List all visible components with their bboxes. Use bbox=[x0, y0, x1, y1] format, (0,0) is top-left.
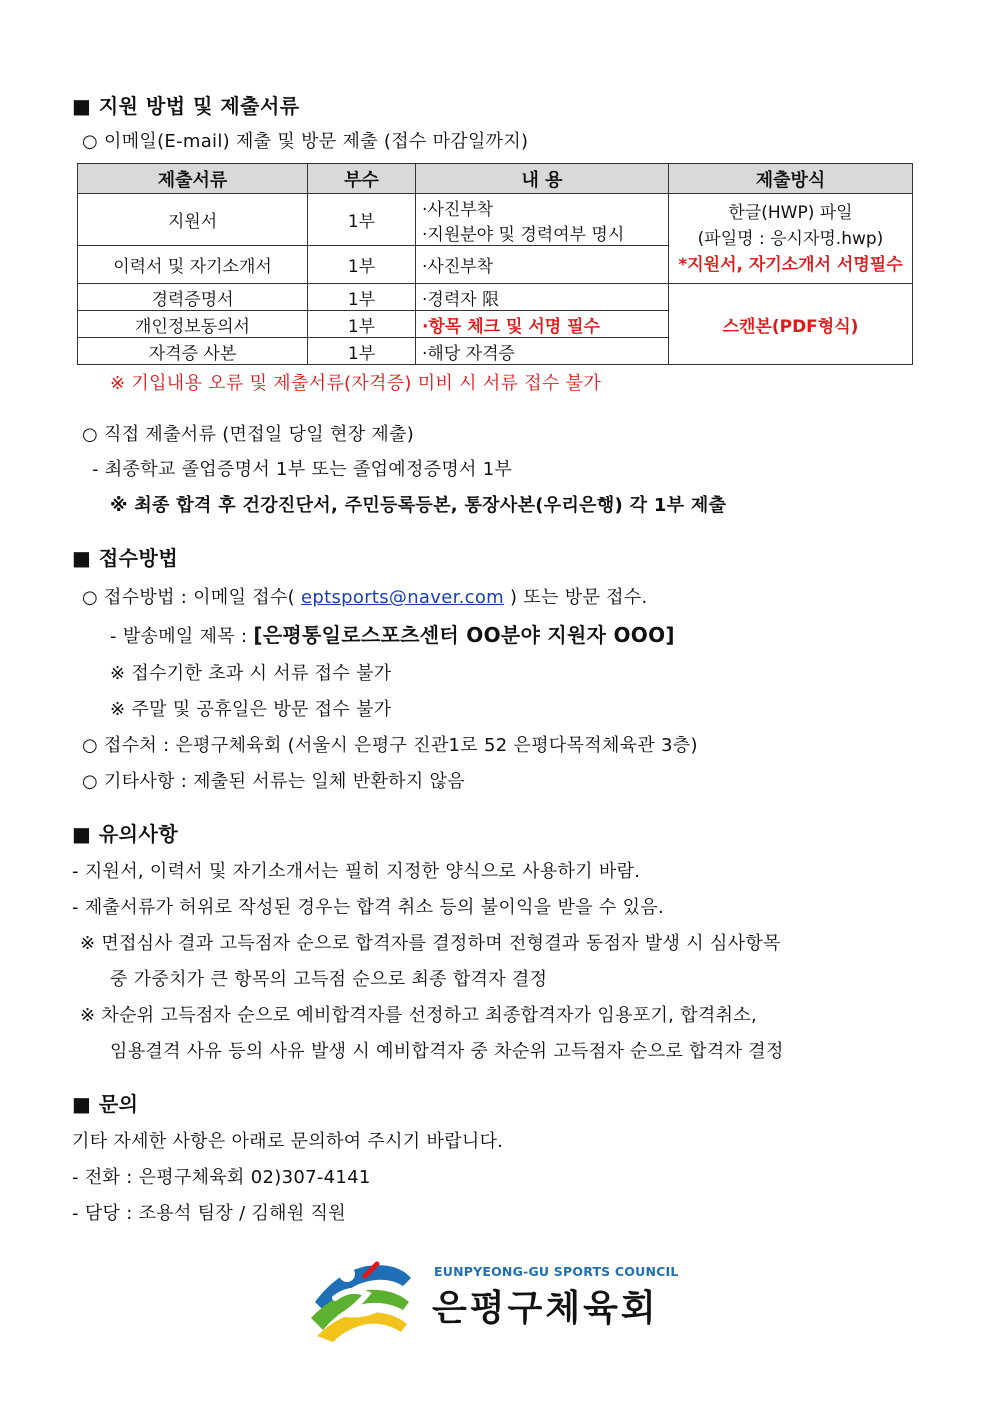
mail-subject-format: [은평통일로스포츠센터 OO분야 지원자 OOO] bbox=[253, 623, 675, 647]
header-count: 부수 bbox=[308, 164, 416, 194]
table-note: ※ 기입내용 오류 및 제출서류(자격증) 미비 시 서류 접수 불가 bbox=[110, 373, 602, 394]
council-emblem-icon bbox=[307, 1252, 417, 1342]
reception-method-suffix: ) 또는 방문 접수. bbox=[510, 587, 648, 608]
method-cell-hwp bbox=[669, 194, 913, 284]
content-cell: ·항목 체크 및 서명 필수 bbox=[416, 311, 669, 338]
method-signature-note: *지원서, 자기소개서 서명필수 bbox=[678, 254, 903, 275]
weekend-note: ※ 주말 및 공휴일은 방문 접수 불가 bbox=[110, 699, 392, 720]
other-matters-line: ○ 기타사항 : 제출된 서류는 일체 반환하지 않음 bbox=[82, 771, 465, 792]
table-row bbox=[78, 194, 913, 246]
notes-line: ※ 면접심사 결과 고득점자 순으로 합격자를 결정하며 전형결과 동점자 발생 시 심사항목 bbox=[80, 933, 781, 954]
phone-line: - 전화 : 은평구체육회 02)307-4141 bbox=[72, 1167, 371, 1188]
count-cell: 1부 bbox=[308, 246, 416, 284]
section-title-notes: ■ 유의사항 bbox=[72, 822, 179, 846]
section-title-reception: ■ 접수방법 bbox=[72, 546, 179, 570]
content-cell: ·해당 자격증 bbox=[416, 338, 669, 365]
table-header-row bbox=[78, 164, 913, 194]
direct-submission-line: ○ 직접 제출서류 (면접일 당일 현장 제출) bbox=[82, 424, 415, 445]
reception-place-line: ○ 접수처 : 은평구체육회 (서울시 은평구 진관1로 52 은평다목적체육관 3층) bbox=[82, 735, 698, 756]
notes-line: ※ 차순위 고득점자 순으로 예비합격자를 선정하고 최종합격자가 임용포기, 합격취소, bbox=[80, 1005, 757, 1026]
email-link[interactable]: eptsports@naver.com bbox=[301, 587, 505, 608]
inquiry-line: 기타 자세한 사항은 아래로 문의하여 주시기 바랍니다. bbox=[72, 1131, 504, 1152]
doc-cell: 개인정보동의서 bbox=[78, 311, 308, 338]
method-line: (파일명 : 응시자명.hwp) bbox=[697, 228, 884, 249]
section-title-application: ■ 지원 방법 및 제출서류 bbox=[72, 94, 300, 118]
count-cell: 1부 bbox=[308, 311, 416, 338]
content-cell bbox=[416, 194, 669, 246]
count-cell: 1부 bbox=[308, 338, 416, 365]
deadline-note: ※ 접수기한 초과 시 서류 접수 불가 bbox=[110, 663, 392, 684]
content-cell: ·사진부착 bbox=[416, 246, 669, 284]
submission-method-line: ○ 이메일(E-mail) 제출 및 방문 제출 (접수 마감일까지) bbox=[82, 131, 529, 152]
header-content: 내 용 bbox=[416, 164, 669, 194]
mail-subject-label: - 발송메일 제목 : bbox=[110, 626, 254, 647]
count-cell: 1부 bbox=[308, 284, 416, 311]
direct-submission-item: - 최종학교 졸업증명서 1부 또는 졸업예정증명서 1부 bbox=[92, 459, 513, 480]
count-cell: 1부 bbox=[308, 194, 416, 246]
content-cell: ·경력자 限 bbox=[416, 284, 669, 311]
doc-cell: 지원서 bbox=[78, 194, 308, 246]
doc-cell: 자격증 사본 bbox=[78, 338, 308, 365]
notes-line: 중 가중치가 큰 항목의 고득점 순으로 최종 합격자 결정 bbox=[110, 969, 548, 990]
doc-cell: 경력증명서 bbox=[78, 284, 308, 311]
council-logo bbox=[307, 1252, 679, 1342]
header-method: 제출방식 bbox=[669, 164, 913, 194]
section-title-inquiry: ■ 문의 bbox=[72, 1092, 139, 1116]
final-pass-note: ※ 최종 합격 후 건강진단서, 주민등록등본, 통장사본(우리은행) 각 1부 제출 bbox=[110, 495, 727, 516]
council-name-ko: 은평구체육회 bbox=[432, 1288, 659, 1329]
council-name-en: EUNPYEONG-GU SPORTS COUNCIL bbox=[434, 1264, 679, 1279]
method-cell-pdf: 스캔본(PDF형식) bbox=[669, 284, 913, 365]
reception-method-line bbox=[82, 583, 648, 609]
reception-method-prefix: ○ 접수방법 : 이메일 접수( bbox=[82, 587, 295, 608]
header-doc: 제출서류 bbox=[78, 164, 308, 194]
notes-line: 임용결격 사유 등의 사유 발생 시 예비합격자 중 차순위 고득점자 순으로 합격자 결정 bbox=[110, 1041, 784, 1062]
notes-line: - 제출서류가 허위로 작성된 경우는 합격 취소 등의 불이익을 받을 수 있음. bbox=[72, 897, 665, 918]
documents-table bbox=[77, 163, 913, 365]
doc-cell: 이력서 및 자기소개서 bbox=[78, 246, 308, 284]
method-line: 한글(HWP) 파일 bbox=[728, 202, 853, 223]
content-line: ·사진부착 bbox=[422, 199, 494, 220]
notes-line: - 지원서, 이력서 및 자기소개서는 필히 지정한 양식으로 사용하기 바람. bbox=[72, 861, 641, 882]
contact-person-line: - 담당 : 조용석 팀장 / 김해원 직원 bbox=[72, 1203, 346, 1224]
table-row bbox=[78, 284, 913, 311]
mail-subject-line bbox=[110, 619, 675, 648]
content-line: ·지원분야 및 경력여부 명시 bbox=[422, 224, 625, 245]
